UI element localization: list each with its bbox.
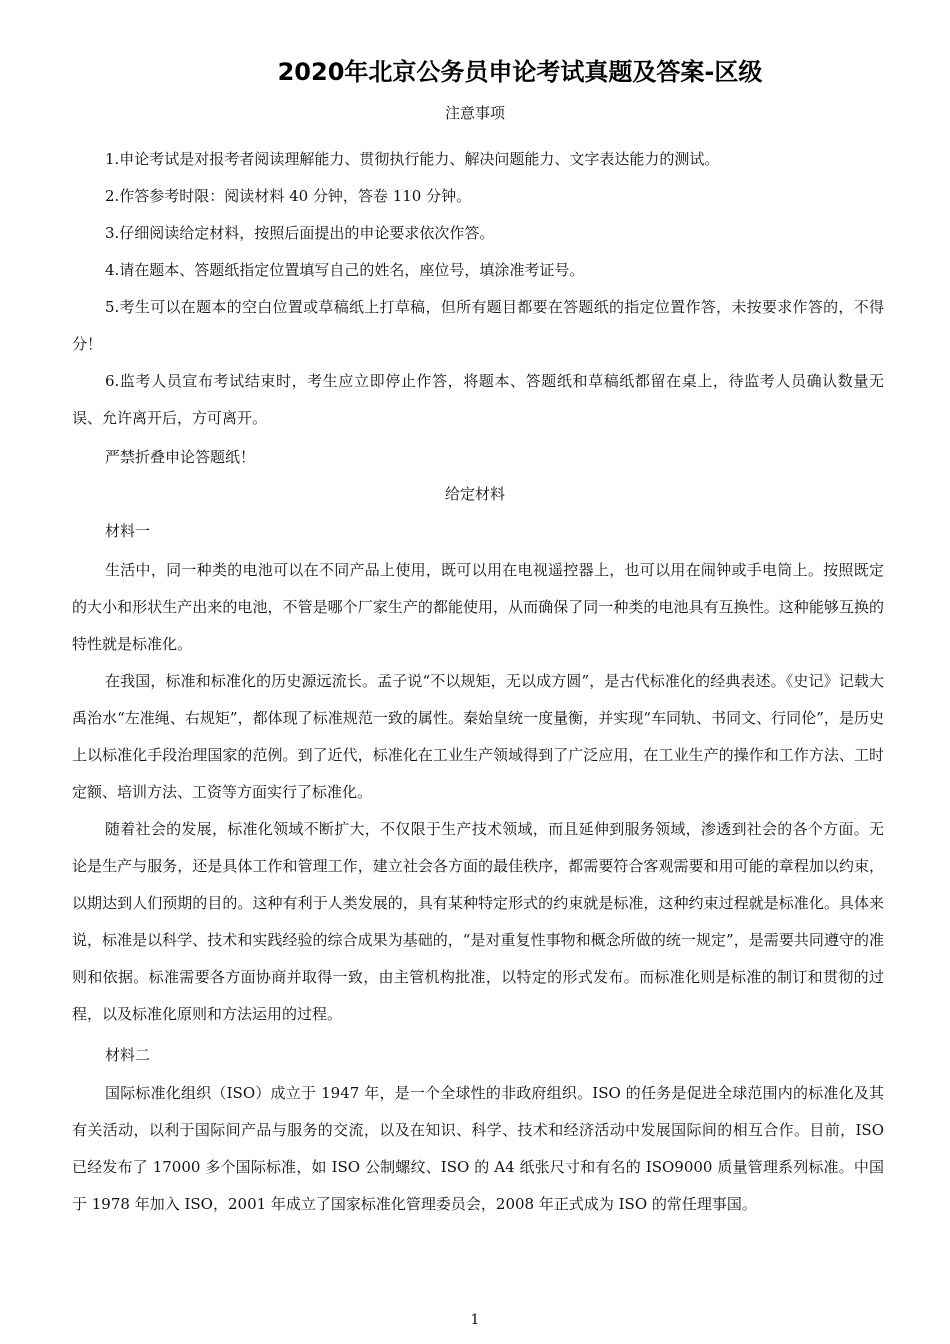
material-paragraph: 国际标准化组织（ISO）成立于 1947 年，是一个全球性的非政府组织。ISO 的任务是促进全球范围内的标准化及其有关活动，以利于国际间产品与服务的交流，以及在知识、科学、技术和经济活动中发展国际间的相互合作。目前，ISO 已经发布了 17000 多个国际标准，如 ISO 公制螺纹、ISO 的 A4 纸张尺寸和有名的 ISO9000 质量管理系列标准。中国于 1978 年加入 ISO，2001 年成立了国家标准化管理委员会，2008 年正式成为 ISO 的常任理事国。 [72, 1084, 884, 1213]
warning-text: 严禁折叠申论答题纸！ [105, 448, 256, 466]
notice-item: 5.考生可以在题本的空白位置或草稿纸上打草稿，但所有题目都要在答题纸的指定位置作答，未按要求作答的，不得分！ [72, 298, 884, 353]
material-one-label: 材料一 [105, 522, 151, 540]
notice-item: 6.监考人员宣布考试结束时，考生应立即停止作答，将题本、答题纸和草稿纸都留在桌上，待监考人员确认数量无误、允许离开后，方可离开。 [72, 372, 884, 427]
material-two-label: 材料二 [105, 1046, 151, 1064]
notice-item: 2.作答参考时限：阅读材料 40 分钟，答卷 110 分钟。 [105, 187, 472, 205]
notice-item: 4.请在题本、答题纸指定位置填写自己的姓名，座位号，填涂准考证号。 [105, 261, 585, 279]
notice-heading: 注意事项 [444, 104, 505, 122]
material-paragraph: 在我国，标准和标准化的历史源远流长。孟子说“不以规矩，无以成方圆”，是古代标准化的经典表述。《史记》记载大禹治水“左准绳、右规矩”，都体现了标准规范一致的属性。秦始皇统一度量衡，并实现“车同轨、书同文、行同伦”，是历史上以标准化手段治理国家的范例。到了近代，标准化在工业生产领域得到了广泛应用，在工业生产的操作和工作方法、工时定额、培训方法、工资等方面实行了标准化。 [72, 672, 884, 801]
notice-item: 3.仔细阅读给定材料，按照后面提出的申论要求依次作答。 [105, 224, 495, 242]
material-paragraph: 生活中，同一种类的电池可以在不同产品上使用，既可以用在电视遥控器上，也可以用在闹钟或手电筒上。按照既定的大小和形状生产出来的电池，不管是哪个厂家生产的都能使用，从而确保了同一种类的电池具有互换性。这种能够互换的特性就是标准化。 [72, 561, 884, 653]
document-title: 2020年北京公务员申论考试真题及答案-区级 [277, 58, 763, 86]
notice-item: 1.申论考试是对报考者阅读理解能力、贯彻执行能力、解决问题能力、文字表达能力的测试。 [105, 150, 720, 168]
material-paragraph: 随着社会的发展，标准化领域不断扩大，不仅限于生产技术领域，而且延伸到服务领域，渗透到社会的各个方面。无论是生产与服务，还是具体工作和管理工作，建立社会各方面的最佳秩序，都需要符合客观需要和用可能的章程加以约束，以期达到人们预期的目的。这种有利于人类发展的，具有某种特定形式的约束就是标准，这种约束过程就是标准化。具体来说，标准是以科学、技术和实践经验的综合成果为基础的，“是对重复性事物和概念所做的统一规定”，是需要共同遵守的准则和依据。标准需要各方面协商并取得一致，由主管机构批准，以特定的形式发布。而标准化则是标准的制订和贯彻的过程，以及标准化原则和方法运用的过程。 [72, 820, 884, 1023]
page-number: 1 [470, 1312, 480, 1328]
materials-heading: 给定材料 [444, 485, 505, 503]
